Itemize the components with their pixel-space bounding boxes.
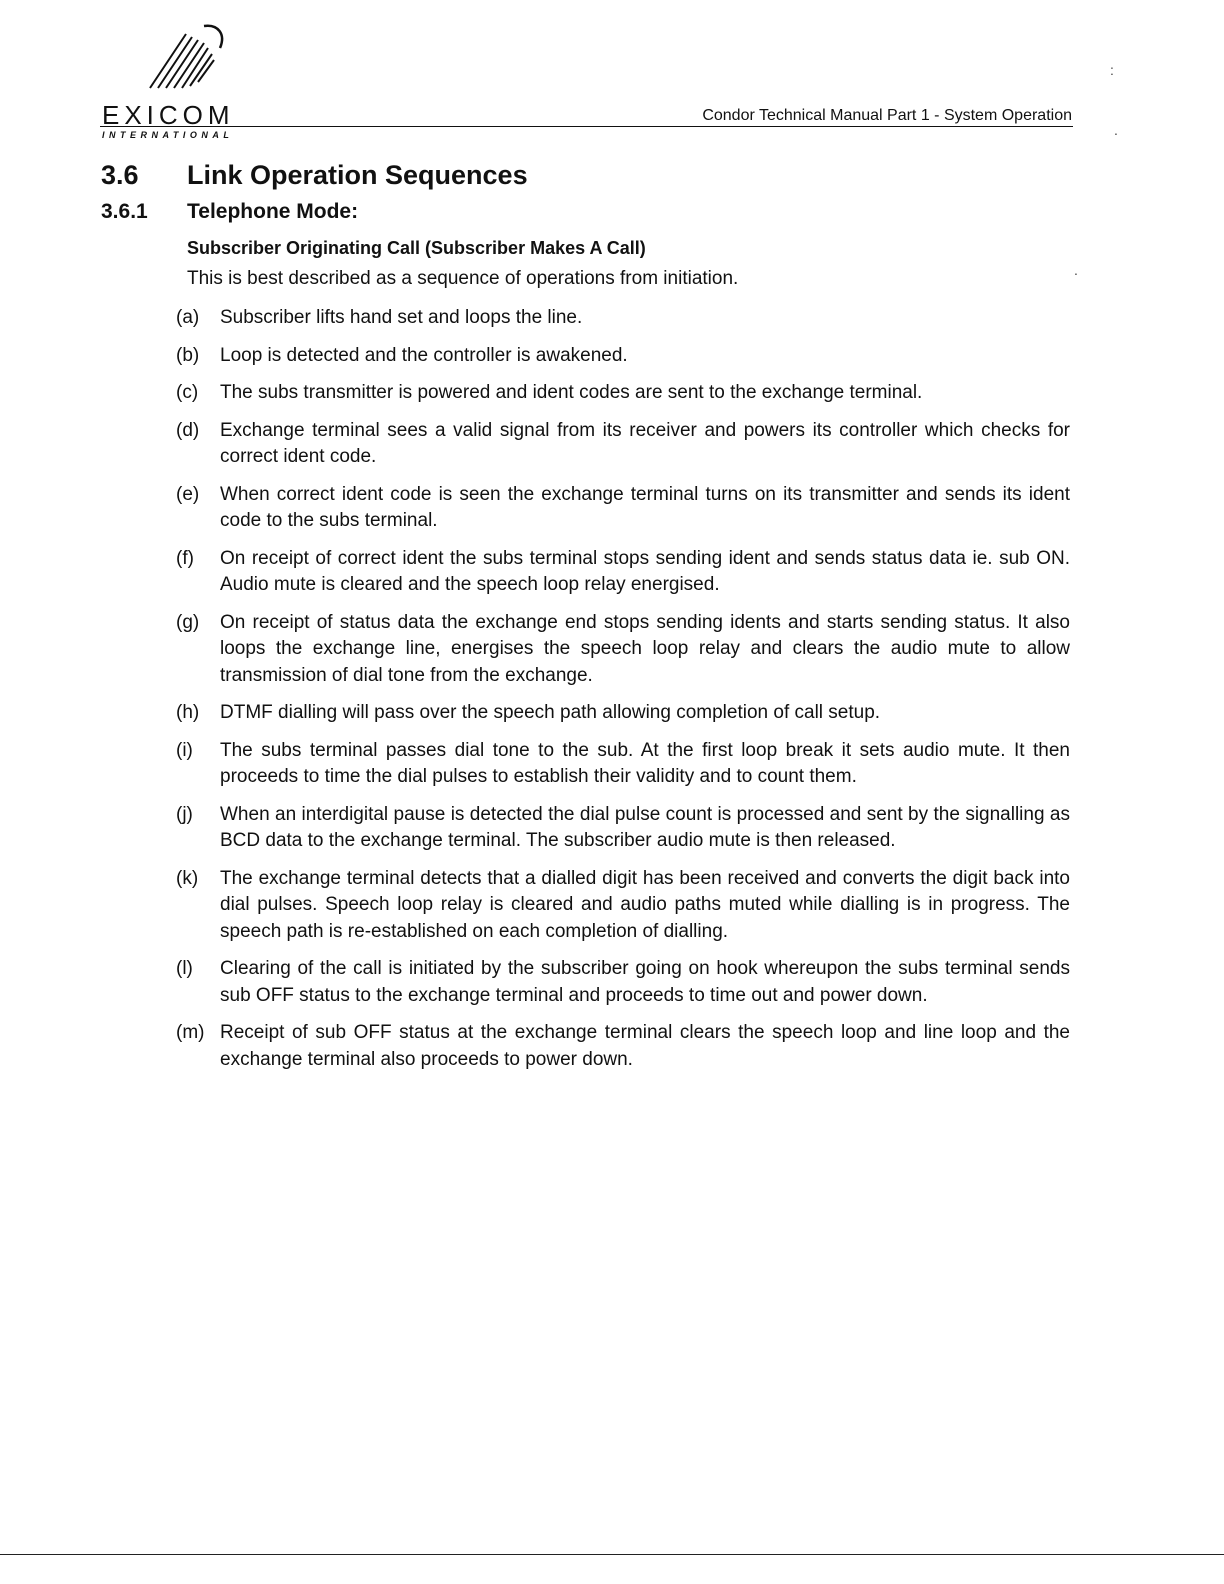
step-label: (j) — [176, 803, 193, 825]
list-item — [176, 700, 1070, 727]
list-item — [176, 482, 1070, 535]
step-text: When an interdigital pause is detected the dial pulse count is processed and sent by the signalling as BCD data to the exchange terminal. The subscriber audio mute is then released. — [220, 803, 1070, 851]
step-text: The subs terminal passes dial tone to the sub. At the first loop break it sets audio mute. It then proceeds to time the dial pulses to establish their validity and to count them. — [220, 739, 1070, 787]
step-text: The exchange terminal detects that a dialled digit has been received and converts the digit back into dial pulses. Speech loop relay is cleared and audio paths muted while dialling is in progress. The speech path is re-established on each completion of dialling. — [220, 867, 1070, 942]
list-item — [176, 1020, 1070, 1073]
step-label: (e) — [176, 483, 200, 505]
list-item — [176, 418, 1070, 471]
step-label: (b) — [176, 344, 200, 366]
list-item — [176, 610, 1070, 690]
step-text: On receipt of status data the exchange end stops sending idents and starts sending status. It also loops the exchange line, energises the speech loop relay and clears the audio mute to allow transmission of dial tone from the exchange. — [220, 611, 1070, 686]
procedure-heading: Subscriber Originating Call (Subscriber Makes A Call) — [187, 238, 646, 258]
step-label: (m) — [176, 1022, 205, 1043]
list-item — [176, 546, 1070, 599]
step-text: Loop is detected and the controller is awakened. — [220, 344, 628, 366]
step-text: Exchange terminal sees a valid signal from its receiver and powers its controller which checks for correct ident code. — [220, 419, 1070, 467]
intro-paragraph: This is best described as a sequence of operations from initiation. — [187, 268, 739, 289]
scan-speck: . — [1114, 122, 1118, 138]
list-item — [176, 802, 1070, 855]
scan-speck: : — [1110, 62, 1114, 78]
step-label: (i) — [176, 739, 193, 761]
step-text: Subscriber lifts hand set and loops the line. — [220, 307, 583, 328]
step-list — [176, 305, 1070, 1084]
step-label: (d) — [176, 419, 200, 441]
company-logo — [100, 20, 270, 140]
logo-subtitle: INTERNATIONAL — [102, 130, 234, 140]
step-text: On receipt of correct ident the subs terminal stops sending ident and sends status data ie. sub ON. Audio mute is cleared and the speech loop relay energised. — [220, 547, 1070, 595]
subsection-title: Telephone Mode: — [187, 200, 359, 223]
document-title: Condor Technical Manual Part 1 - System Operation — [702, 107, 1072, 124]
step-label: (k) — [176, 867, 199, 889]
list-item — [176, 866, 1070, 946]
step-label: (a) — [176, 307, 200, 328]
step-text: Clearing of the call is initiated by the subscriber going on hook whereupon the subs terminal sends sub OFF status to the exchange terminal and proceeds to time out and power down. — [220, 958, 1070, 1006]
header-divider — [100, 126, 1073, 127]
scan-speck: . — [1074, 262, 1078, 278]
step-text: Receipt of sub OFF status at the exchange terminal clears the speech loop and line loop and the exchange terminal also proceeds to power down. — [220, 1022, 1070, 1070]
exicom-logo-icon — [142, 20, 232, 100]
step-text: When correct ident code is seen the exchange terminal turns on its transmitter and sends its ident code to the subs terminal. — [220, 483, 1070, 531]
list-item — [176, 738, 1070, 791]
list-item — [176, 343, 1070, 370]
step-label: (c) — [176, 382, 199, 403]
list-item — [176, 956, 1070, 1009]
step-label: (h) — [176, 702, 200, 723]
footer-divider — [0, 1554, 1224, 1555]
step-label: (f) — [176, 547, 194, 569]
subsection-number: 3.6.1 — [101, 200, 148, 223]
list-item — [176, 305, 1070, 332]
step-label: (l) — [176, 958, 193, 979]
section-number: 3.6 — [101, 160, 139, 190]
section-title: Link Operation Sequences — [187, 160, 528, 190]
step-text: The subs transmitter is powered and ident codes are sent to the exchange terminal. — [220, 382, 923, 403]
list-item — [176, 380, 1070, 407]
step-text: DTMF dialling will pass over the speech path allowing completion of call setup. — [220, 702, 881, 723]
logo-wordmark: EXICOM — [102, 100, 235, 130]
step-label: (g) — [176, 611, 200, 633]
